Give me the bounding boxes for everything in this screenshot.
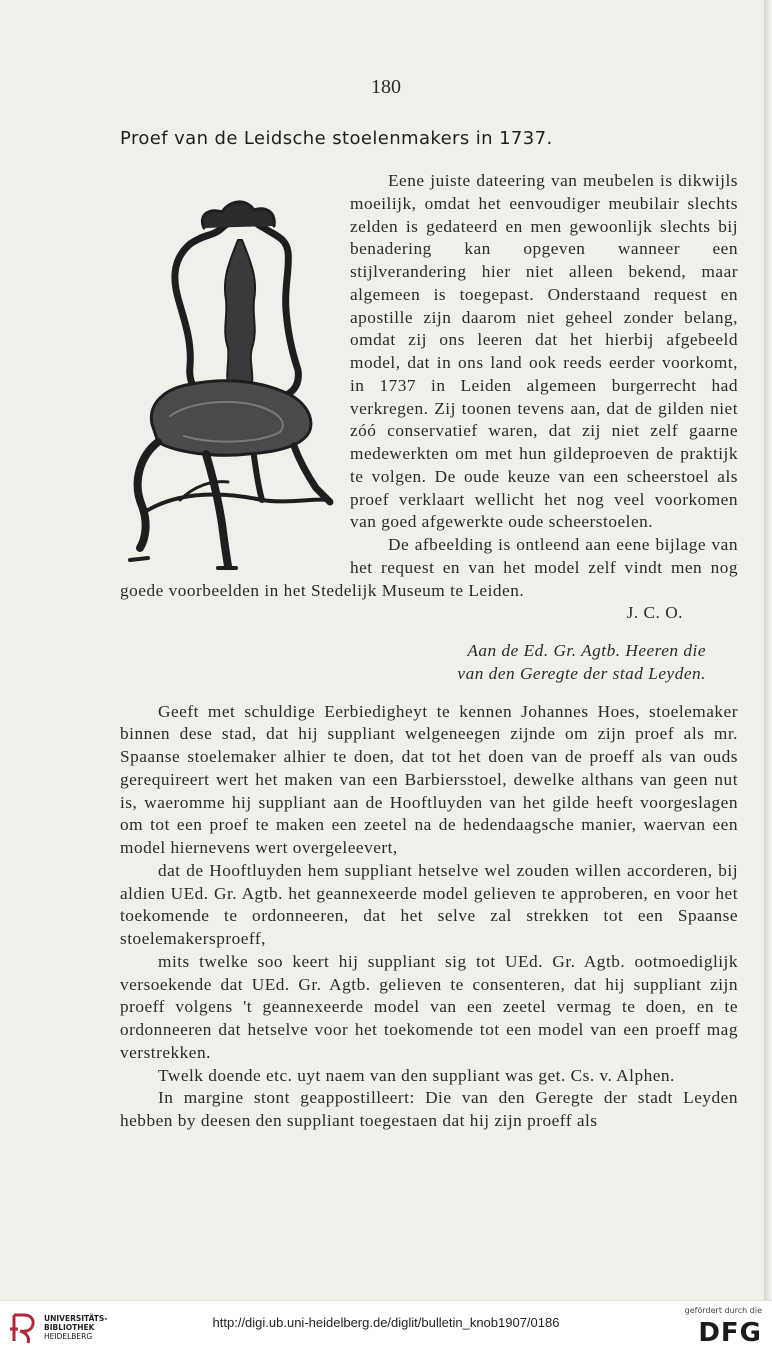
chair-illustration	[118, 170, 338, 570]
author-signature: J. C. O.	[626, 603, 683, 623]
source-paragraph: De afbeelding is ontleend aan eene bijlage van het request en van het model zelf vindt men nog goede voorbeelden in het Stedelijk Museum te Leiden.	[120, 535, 738, 600]
chair-drawing	[130, 202, 330, 568]
address-line-2: van den Geregte der stad Leyden.	[457, 663, 706, 683]
intro-paragraph: Eene juiste dateering van meubelen is dikwijls moeilijk, omdat het eenvoudiger meubilair slechts zelden is gedateerd en men gewoonlijk slechts bij benadering kan opgeven wanneer een stijlverandering hier niet alleen bekend, maar algemeen is toegepast. Onderstaand request en apostille zijn daarom niet geheel zonder belang, omdat zij ons leeren dat het hierbij afgebeeld model, dat in ons land ook reeds eerder voorkomt, in 1737 in Leiden algemeen burgerrecht had verkregen. Zij toonen tevens aan, dat de gilden niet zóó conservatief waren, dat zij niet zelf gaarne medewerkten om met hun gildeproeven de praktijk te volgen. De oude keuze van een scheerstoel als proef verklaart wellicht het nog veel voorkomen van goed afgewerkte oude scheerstoelen.	[350, 171, 738, 532]
article-heading: Proef van de Leidsche stoelenmakers in 1737.	[120, 128, 553, 149]
request-paragraph-4: Twelk doende etc. uyt naem van den suppliant was get. Cs. v. Alphen.	[158, 1065, 675, 1085]
university-line-1: UNIVERSITÄTS-	[44, 1314, 108, 1323]
university-line-3: HEIDELBERG	[44, 1332, 93, 1341]
dfg-logo: DFG	[698, 1318, 762, 1348]
page-edge	[764, 0, 772, 1300]
permalink-url[interactable]: http://digi.ub.uni-heidelberg.de/diglit/bulletin_knob1907/0186	[212, 1315, 560, 1330]
request-paragraph-2: dat de Hooftluyden hem suppliant hetselve wel zouden willen accorderen, bij aldien UEd. Gr. Agtb. het geannexeerde model gelieven te approberen, en voor het toekomende te ordonneeren, dat het selve zal strekken tot een Spaanse stoelemakersproeff,	[120, 860, 738, 948]
request-paragraph-5: In margine stont geappostilleert: Die van den Geregte der stadt Leyden hebben by deesen den suppliant toegestaen dat hij zijn proeff als	[120, 1088, 738, 1130]
footer-bar	[0, 1300, 772, 1355]
sponsor-caption: gefördert durch die	[684, 1306, 762, 1315]
university-line-2: BIBLIOTHEK	[44, 1323, 95, 1332]
body-text	[120, 170, 738, 1133]
page-number: 180	[371, 76, 401, 98]
address-line-1: Aan de Ed. Gr. Agtb. Heeren die	[467, 641, 706, 660]
request-paragraph-3: mits twelke soo keert hij suppliant sig tot UEd. Gr. Agtb. ootmoediglijk versoekende dat UEd. Gr. Agtb. gelieven te consenteren, dat hij suppliant zijn proeff volgens 't geannexeerde model van een zeetel vermag te doen, en te ordonneeren dat hetselve voor het toekomende tot een model van een proeff mag verstrekken.	[120, 951, 738, 1062]
request-paragraph-1: Geeft met schuldige Eerbiedigheyt te kennen Johannes Hoes, stoelemaker binnen dese stad, dat hij suppliant welgeneegen zijnde om zijn proef als mr. Spaanse stoelemaker alhier te doen, dat tot het doen van de proeff als van ouds gerequireert wert het maken van een Barbiersstoel, dewelke althans van geen nut is, waeromme hij suppliant aan de Hooftluyden van het gilde heeft voorgeslagen om tot een proef te maken een zeetel na de hedendaagsche manier, waervan een model hiernevens wert overgeleevert,	[120, 701, 738, 857]
